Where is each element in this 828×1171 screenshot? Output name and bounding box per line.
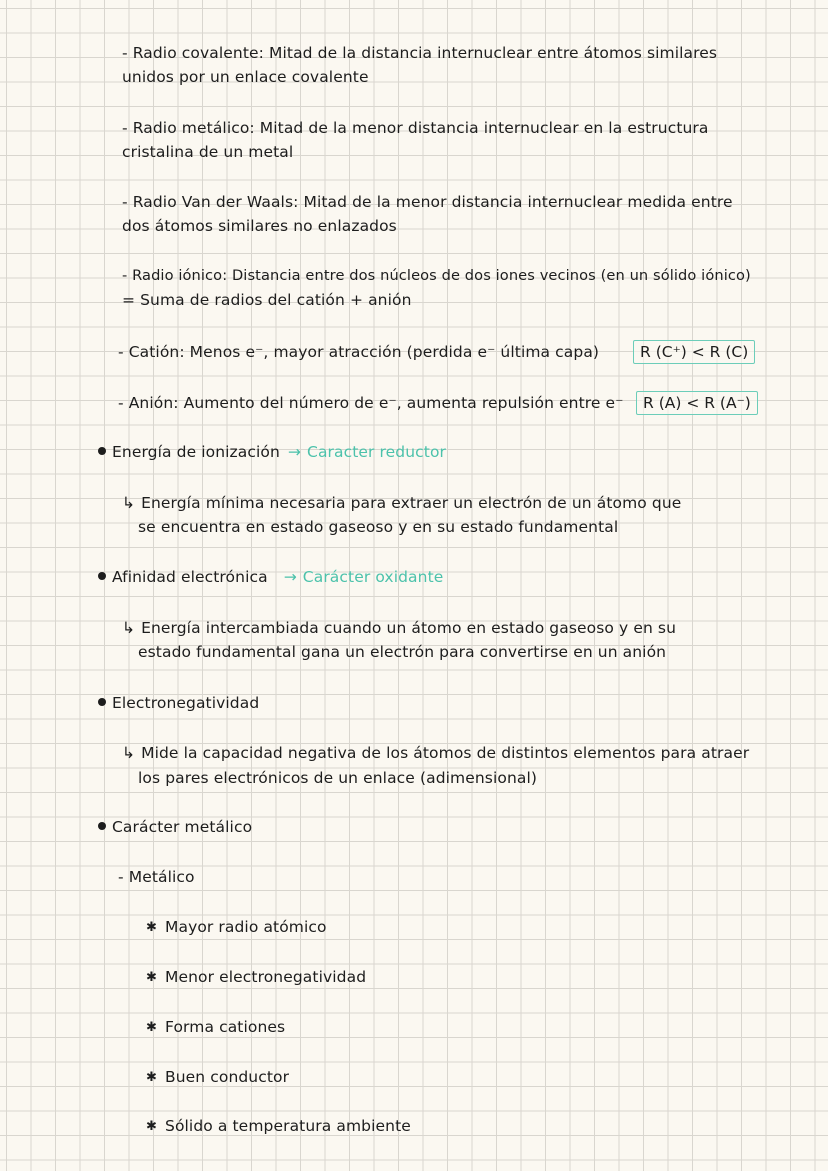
affinity-title: Afinidad electrónica xyxy=(112,568,268,586)
anion-radius-box: R (A) < R (A⁻) xyxy=(636,391,758,415)
electronegativity-def-line2: los pares electrónicos de un enlace (adimensional) xyxy=(138,769,538,787)
electronegativity-heading xyxy=(98,691,259,715)
metallic-item xyxy=(146,915,327,940)
bullet-icon xyxy=(98,698,106,706)
affinity-def-text1: Energía intercambiada cuando un átomo en estado gaseoso y en su xyxy=(141,619,677,637)
metallic-item xyxy=(146,1065,289,1090)
def-metallic-line2: cristalina de un metal xyxy=(122,143,294,161)
metallic-item-text: Mayor radio atómico xyxy=(165,918,327,936)
electronegativity-def-text1: Mide la capacidad negativa de los átomos de distintos elementos para atraer xyxy=(141,744,750,762)
asterisk-icon: ✱ xyxy=(146,1070,157,1085)
ionization-heading xyxy=(98,440,446,464)
metallic-item xyxy=(146,1114,411,1139)
metallic-subheading: - Metálico xyxy=(118,868,195,886)
def-covalent-line1: - Radio covalente: Mitad de la distancia internuclear entre átomos similares xyxy=(122,44,718,62)
ionization-def-text1: Energía mínima necesaria para extraer un electrón de un átomo que xyxy=(141,494,682,512)
cation-radius-box: R (C⁺) < R (C) xyxy=(633,340,755,364)
asterisk-icon: ✱ xyxy=(146,1020,157,1035)
def-metallic-line1: - Radio metálico: Mitad de la menor distancia internuclear en la estructura xyxy=(122,119,709,137)
metallic-title: Carácter metálico xyxy=(112,818,253,836)
ionization-def-line1 xyxy=(122,491,681,515)
electronegativity-def-line1 xyxy=(122,741,749,765)
hook-arrow-icon: ↳ xyxy=(122,744,136,762)
affinity-heading xyxy=(98,565,443,589)
bullet-icon xyxy=(98,447,106,455)
metallic-item xyxy=(146,965,366,990)
affinity-def-line1 xyxy=(122,616,676,640)
ionization-def-line2: se encuentra en estado gaseoso y en su estado fundamental xyxy=(138,518,619,536)
hook-arrow-icon: ↳ xyxy=(122,494,136,512)
metallic-heading xyxy=(98,815,252,839)
hook-arrow-icon: ↳ xyxy=(122,619,136,637)
affinity-def-line2: estado fundamental gana un electrón para convertirse en un anión xyxy=(138,643,667,661)
def-covalent-line2: unidos por un enlace covalente xyxy=(122,68,369,86)
metallic-item xyxy=(146,1015,285,1040)
metallic-item-text: Forma cationes xyxy=(165,1018,286,1036)
metallic-item-text: Sólido a temperatura ambiente xyxy=(165,1117,411,1135)
ionization-title: Energía de ionización xyxy=(112,443,280,461)
arrow-right-icon: → xyxy=(283,568,297,586)
affinity-tag: Carácter oxidante xyxy=(302,568,444,586)
def-ionic-line1: - Radio iónico: Distancia entre dos núcleos de dos iones vecinos (en un sólido iónico) xyxy=(122,267,751,284)
bullet-icon xyxy=(98,822,106,830)
anion-text: - Anión: Aumento del número de e⁻, aumenta repulsión entre e⁻ xyxy=(118,394,624,412)
arrow-right-icon: → xyxy=(287,443,302,461)
asterisk-icon: ✱ xyxy=(146,1119,157,1134)
electronegativity-title: Electronegatividad xyxy=(112,694,260,712)
asterisk-icon: ✱ xyxy=(146,920,157,935)
bullet-icon xyxy=(98,572,106,580)
metallic-item-text: Menor electronegatividad xyxy=(165,968,367,986)
def-vanderwaals-line1: - Radio Van der Waals: Mitad de la menor distancia internuclear medida entre xyxy=(122,193,733,211)
ionization-tag: Caracter reductor xyxy=(307,443,447,461)
cation-text: - Catión: Menos e⁻, mayor atracción (perdida e⁻ última capa) xyxy=(118,343,600,361)
metallic-item-text: Buen conductor xyxy=(165,1068,290,1086)
asterisk-icon: ✱ xyxy=(146,970,157,985)
def-vanderwaals-line2: dos átomos similares no enlazados xyxy=(122,217,397,235)
def-ionic-line2: = Suma de radios del catión + anión xyxy=(122,291,412,309)
